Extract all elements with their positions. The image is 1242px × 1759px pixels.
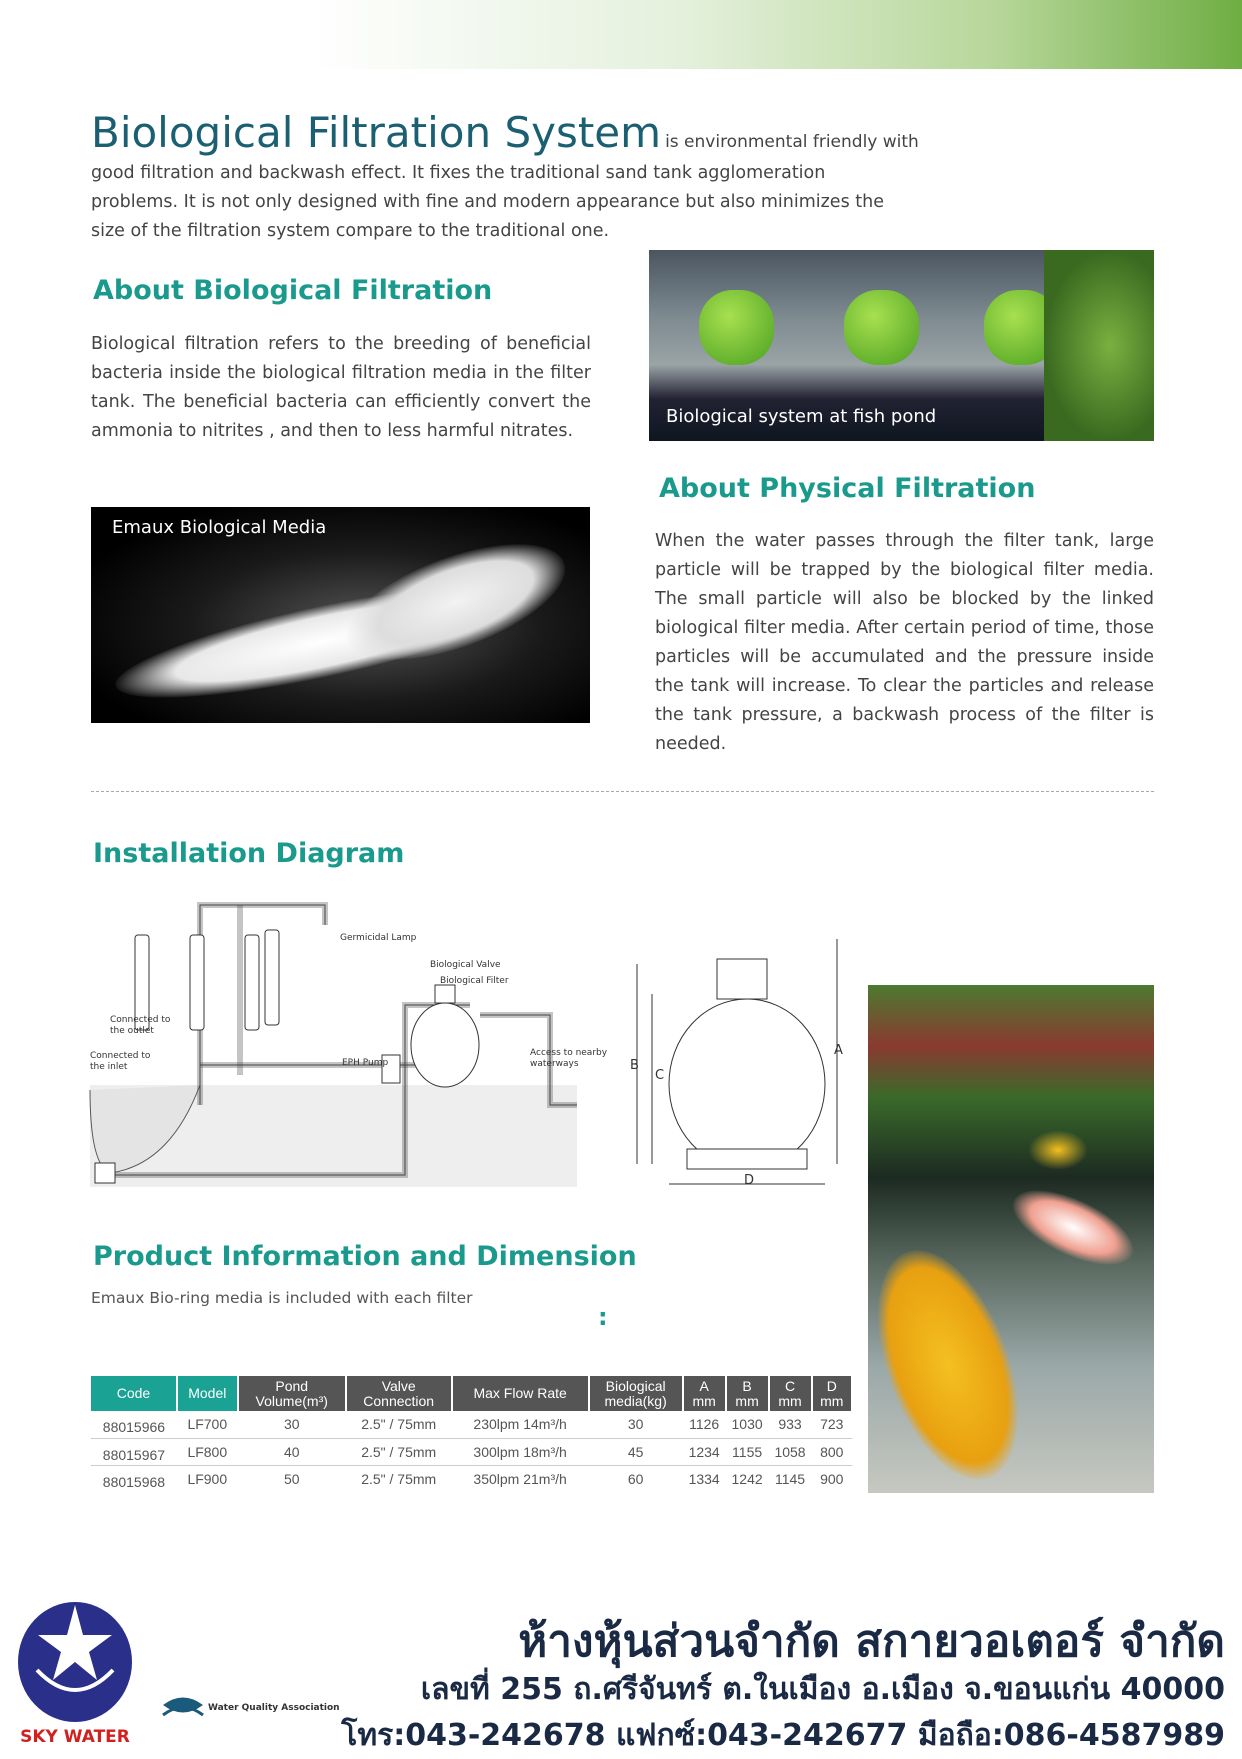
table-cell: 800 (812, 1438, 853, 1465)
water-quality-association-logo (158, 1680, 340, 1735)
label-inlet-2: the inlet (90, 1062, 128, 1072)
table-cell: 900 (820, 1470, 844, 1487)
label-outlet-1: Connected to (110, 1015, 171, 1025)
table-cell: 2.5" / 75mm (361, 1470, 437, 1487)
tank-dimension-diagram (627, 934, 847, 1194)
table-cell: 1334 (688, 1470, 720, 1487)
colon-mark: : (598, 1303, 608, 1331)
table-row (91, 1438, 852, 1465)
table-cell: 723 (812, 1411, 853, 1438)
table-cell: 230lpm 14m³/h (452, 1411, 589, 1438)
column-header (769, 1376, 812, 1411)
table-cell: 50 (283, 1470, 300, 1487)
column-header-text: mm (820, 1392, 844, 1409)
biological-media-photo (91, 507, 590, 723)
product-heading: Product Information and Dimension (93, 1241, 637, 1272)
table-body (91, 1411, 852, 1492)
column-header-text: D (826, 1377, 837, 1394)
phys-paragraph: When the water passes through the filter tank, large particle will be trapped by the biological filter media. The small particle will also be blocked by the linked biological filter media. After certain period of time, those particles will be accumulated and the pressure inside the tank will increase. To clear the particles and release the tank pressure, a backwash process of the filter is needed. (655, 531, 1154, 754)
table-cell: 1155 (726, 1438, 769, 1465)
top-gradient-bar (0, 0, 1242, 69)
column-header-text: Valve (381, 1377, 416, 1394)
column-header (238, 1376, 346, 1411)
table-cell: 2.5" / 75mm (346, 1411, 452, 1438)
column-header-text: Model (188, 1385, 227, 1401)
column-header-text: Code (116, 1385, 151, 1401)
label-access-2: waterways (530, 1059, 579, 1069)
column-header-text: mm (692, 1392, 716, 1409)
table-cell: LF900 (187, 1470, 228, 1487)
product-table (91, 1376, 853, 1492)
table-cell: 300lpm 18m³/h (452, 1438, 589, 1465)
dim-b: B (630, 1058, 639, 1073)
column-header (452, 1376, 589, 1411)
table-cell: 1145 (774, 1470, 806, 1487)
column-header-text: A (699, 1377, 709, 1394)
dim-a: A (834, 1043, 843, 1058)
label-germicidal-lamp: Germicidal Lamp (340, 933, 417, 943)
table-header-row (91, 1376, 852, 1411)
logo-text: SKY WATER (20, 1727, 130, 1747)
table-cell: 1126 (683, 1411, 726, 1438)
table-cell: 88015966 (91, 1411, 177, 1438)
column-header (177, 1376, 238, 1411)
table-cell: 30 (238, 1411, 346, 1438)
dim-d: D (744, 1173, 755, 1188)
column-header (91, 1376, 177, 1411)
title-text: Biological Filtration System (91, 108, 662, 157)
intro-paragraph: good filtration and backwash effect. It fixes the traditional sand tank agglomeration problems. It is not only designed with fine and modern appearance but also minimizes the size of the filtration system compare to the traditional one. (91, 163, 884, 241)
table-row (91, 1465, 852, 1492)
sky-water-logo (17, 1600, 137, 1750)
table-cell: 1030 (726, 1411, 769, 1438)
table-cell: LF700 (177, 1411, 238, 1438)
bio-paragraph: Biological filtration refers to the breeding of beneficial bacteria inside the biological filtration media in the filter tank. The beneficial bacteria can efficiently convert the ammonia to nitrites , and then to less harmful nitrates. (91, 334, 591, 441)
media-caption: Emaux Biological Media (112, 517, 327, 538)
table-cell: 2.5" / 75mm (346, 1438, 452, 1465)
assoc-text: Water Quality Association (208, 1703, 340, 1713)
table-cell: 60 (627, 1470, 644, 1487)
column-header-text: Volume(m³) (255, 1392, 328, 1409)
column-header-text: Max Flow Rate (473, 1385, 567, 1401)
label-outlet-2: the outlet (110, 1026, 154, 1036)
pond-caption: Biological system at fish pond (666, 406, 937, 427)
phys-heading: About Physical Filtration (659, 473, 1036, 504)
page-title (91, 108, 919, 157)
table-cell: 1234 (683, 1438, 726, 1465)
product-subtitle: Emaux Bio-ring media is included with each filter (91, 1289, 473, 1307)
label-biological-valve: Biological Valve (430, 960, 501, 970)
table-row (91, 1411, 852, 1438)
label-access-1: Access to nearby (530, 1048, 608, 1058)
label-eph-pump: EPH Pump (342, 1058, 389, 1068)
company-contact: โทร:043-242678 แฟกซ์:043-242677 มือถือ:086-4587989 (341, 1718, 1225, 1753)
column-header (683, 1376, 726, 1411)
company-address: เลขที่ 255 ถ.ศรีจันทร์ ต.ในเมือง อ.เมือง จ.ขอนแก่น 40000 (420, 1672, 1225, 1707)
column-header-text: media(kg) (604, 1392, 667, 1409)
table-cell: LF800 (177, 1438, 238, 1465)
column-header-text: C (784, 1377, 796, 1394)
column-header (812, 1376, 853, 1411)
dim-c: C (655, 1068, 665, 1083)
bio-heading: About Biological Filtration (93, 275, 493, 306)
label-biological-filter: Biological Filter (440, 976, 509, 986)
table-cell: 88015968 (102, 1473, 166, 1490)
column-header (346, 1376, 452, 1411)
column-header-text: B (742, 1377, 752, 1394)
koi-pond-photo (868, 985, 1154, 1493)
pond-system-photo (649, 250, 1154, 441)
column-header-text: Biological (605, 1377, 666, 1394)
section-divider (91, 791, 1154, 792)
column-header (726, 1376, 769, 1411)
table-cell: 933 (769, 1411, 812, 1438)
table-cell: 350lpm 21m³/h (473, 1470, 567, 1487)
intro-inline-text: is environmental friendly with (665, 132, 919, 152)
table-cell: 88015967 (91, 1438, 177, 1465)
column-header (589, 1376, 683, 1411)
label-inlet-1: Connected to (90, 1051, 151, 1061)
install-heading: Installation Diagram (93, 838, 405, 869)
table-cell: 1058 (769, 1438, 812, 1465)
table-cell: 1242 (731, 1470, 763, 1487)
table-cell: 40 (238, 1438, 346, 1465)
column-header-text: Pond (275, 1377, 309, 1394)
table-cell: 45 (589, 1438, 683, 1465)
installation-diagram (90, 895, 608, 1190)
column-header-text: mm (778, 1392, 802, 1409)
column-header-text: mm (735, 1392, 759, 1409)
column-header-text: Connection (363, 1392, 435, 1409)
company-name: ห้างหุ้นส่วนจำกัด สกายวอเตอร์ จำกัด (518, 1616, 1225, 1667)
table-cell: 30 (589, 1411, 683, 1438)
